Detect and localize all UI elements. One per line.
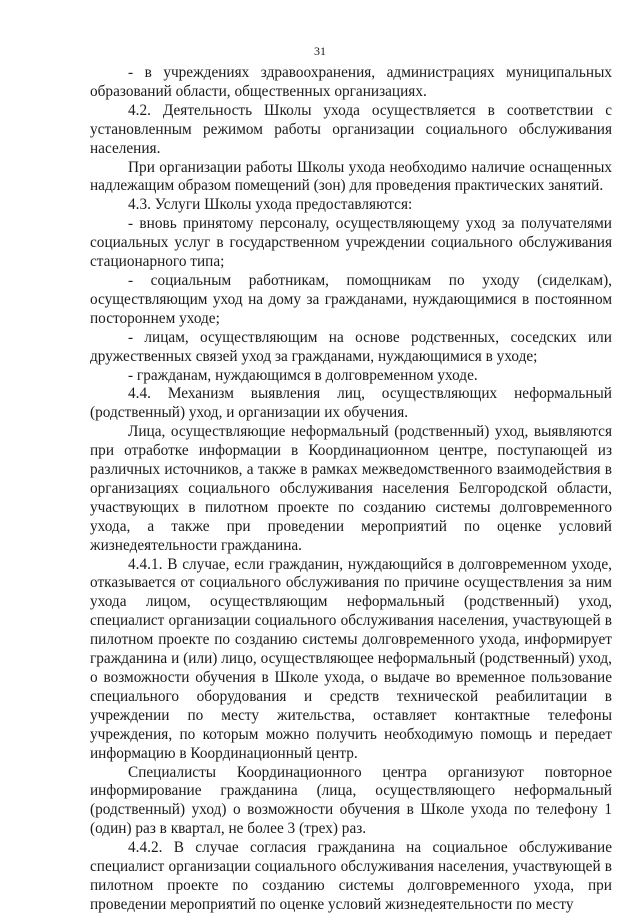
paragraph: Специалисты Координационного центра организуют повторное информирование гражданина (лица, осуществляющего неформальный (родственный) уход) о возможности обучения в Школе ухода по телефону 1 (один) раз в квартал, не более 3 (трех) раз. xyxy=(90,763,612,838)
paragraph: Лица, осуществляющие неформальный (родственный) уход, выявляются при отработке информации в Координационном центре, поступающей из различных источников, а также в рамках межведомственного взаимодействия в организациях социального обслуживания населения Белгородской области, участвующих в пилотном проекте по созданию системы долговременного ухода, а также при проведении мероприятий по оценке условий жизнедеятельности гражданина. xyxy=(90,423,612,554)
paragraph: При организации работы Школы ухода необходимо наличие оснащенных надлежащим образом помещений (зон) для проведения практических занятий. xyxy=(90,158,612,195)
paragraph: - лицам, осуществляющим на основе родственных, соседских или дружественных связей уход за гражданами, нуждающимися в уходе; xyxy=(90,328,612,365)
paragraph: - социальным работникам, помощникам по уходу (сиделкам), осуществляющим уход на дому за гражданами, нуждающимися в постоянном постороннем уходе; xyxy=(90,271,612,327)
paragraph: 4.3. Услуги Школы ухода предоставляются: xyxy=(128,196,413,214)
paragraph: 4.4.2. В случае согласия гражданина на социальное обслуживание специалист организации социального обслуживания населения, участвующей в пилотном проекте по созданию системы долговременного ухода, при проведении мероприятий по оценке условий жизнедеятельности по месту xyxy=(90,839,612,913)
document-body xyxy=(90,64,612,915)
paragraph: 4.4.1. В случае, если гражданин, нуждающийся в долговременном уходе, отказывается от социального обслуживания по причине осуществления за ним ухода лицом, осуществляющим неформальный (родственный) уход, специалист организации социального обслуживания населения, участвующей в пилотном проекте по созданию системы долговременного ухода, информирует гражданина и (или) лицо, осуществляющее неформальный (родственный) уход, о возможности обучения в Школе ухода, о выдаче во временное пользование специального оборудования и средств технической реабилитации в учреждении по месту жительства, оставляет контактные телефоны учреждения, по которым можно получить необходимую помощь и передает информацию в Координационный центр. xyxy=(90,555,612,762)
paragraph: - вновь принятому персоналу, осуществляющему уход за получателями социальных услуг в государственном учреждении социального обслуживания стационарного типа; xyxy=(90,215,612,271)
paragraph: 4.2. Деятельность Школы ухода осуществляется в соответствии с установленным режимом работы организации социального обслуживания населения. xyxy=(90,101,612,157)
paragraph: - гражданам, нуждающимся в долговременном уходе. xyxy=(128,366,478,384)
paragraph: 4.4. Механизм выявления лиц, осуществляющих неформальный (родственный) уход, и организации их обучения. xyxy=(90,385,612,422)
page-number: 31 xyxy=(314,44,326,58)
paragraph: - в учреждениях здравоохранения, администрациях муниципальных образований области, общественных организациях. xyxy=(90,64,612,100)
